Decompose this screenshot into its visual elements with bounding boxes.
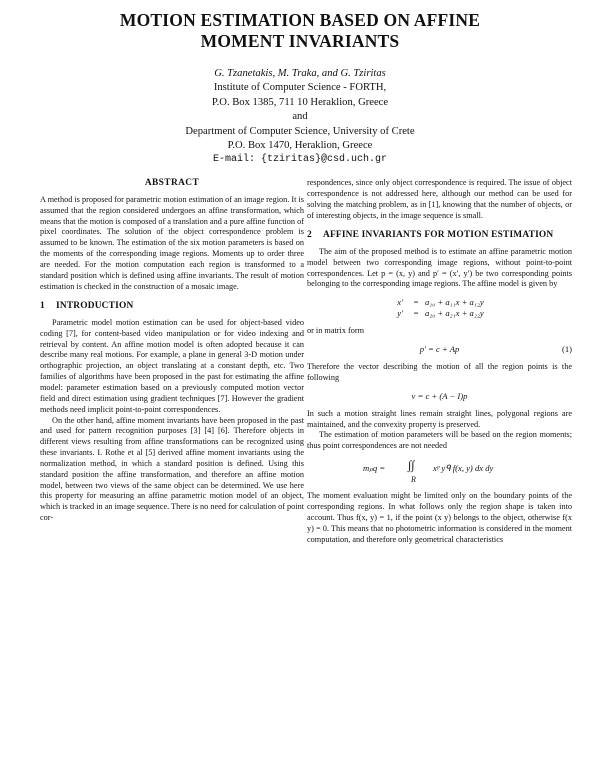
equation-x-row: [367, 297, 572, 308]
equation-x-lhs: x′: [397, 297, 403, 308]
intro-continuation: respondences, since only object correspondence is required. The issue of object correspondence is not addressed here, although our method can be used for solving the matching problem, as in [1], knowing that the number of objects, or of interesting objects, in the image sequence is small.: [307, 178, 572, 220]
right-column: [307, 178, 572, 545]
author-block: [0, 67, 600, 168]
abstract-text: A method is proposed for parametric motion estimation of an image region. It is assumed that the region considered undergoes an affine transformation, which means that the motion is composed of a translation and a pure affine function of pixel coordinates. The solution of the object correspondence problem is assumed to be known. The estimation of the six motion parameters is based on the moments of the corresponding image regions. Moments up to order three are needed. For the motion computation each region is transformed to a standard position which is defined using affine invariants. The result of motion estimation is checked in the construction of a mosaic image.: [40, 194, 304, 291]
affiliation-line-3: and: [292, 111, 308, 123]
affine-model-equations: [367, 297, 572, 319]
equation-y-equals: =: [413, 308, 419, 319]
section-2-number: 2: [307, 230, 312, 241]
intro-section-title: INTRODUCTION: [56, 301, 134, 312]
moment-equation: [363, 459, 572, 485]
moment-equation-lhs: mₚq =: [363, 463, 386, 474]
left-column: [40, 178, 304, 524]
section-2-paragraph-2: Therefore the vector describing the motion of all the region points is the following: [307, 362, 572, 382]
section-2-paragraph-3: In such a motion straight lines remain straight lines, polygonal regions are maintained, and the convexity property is preserved.: [307, 408, 572, 429]
equation-1-body: p′ = c + Ap: [419, 344, 460, 355]
equation-1-number: (1): [561, 344, 572, 355]
intro-paragraph-1: Parametric model motion estimation can be used for object-based video coding [7], for content-based video manipulation or for video indexing and retrieval by content. An affine motion model is often adopted because it can describe many real motions. For example, a plane in general 3-D motion under orthographic projection, an object translating at a constant depth, etc. Two families of algorithms have been proposed in the past for estimating the affine model: parameter estimation based on a previously computed motion vector field and direct estimation using gradient techniques [7]. However the gradient methods need implicit point-to-point correspondences.: [40, 317, 304, 414]
moment-equation-integrand: xᵖ yᑫ f(x, y) dx dy: [433, 463, 494, 474]
equation-2: [307, 391, 572, 402]
section-2-title: AFFINE INVARIANTS FOR MOTION ESTIMATION: [323, 230, 554, 241]
abstract-heading: ABSTRACT: [144, 178, 200, 188]
title-line-2: MOMENT INVARIANTS: [200, 31, 400, 51]
equation-x-equals: =: [413, 297, 419, 308]
intro-paragraph-2: On the other hand, affine moment invariants have been proposed in the past and used for pattern recognition purposes [3] [4] [6]. Therefore objects in different views resulting from affine transformations can be recognized using these invariants. I. Rothe et al [5] derived affine moment invariants using the normalization method, in which a standard position is defined. Using this standard position the affine transformation, and therefore an affine motion model, between two views of the same object can be determined. We use here this property for measuring an affine parametric motion model of an object, which is tracked in an image sequence. There is no need for calculation of point cor-: [40, 415, 304, 523]
section-2-heading: [307, 230, 572, 242]
section-2-paragraph-1: The aim of the proposed method is to estimate an affine parametric motion model between two corresponding image regions, without point-to-point correspondences. Let p = (x, y) and p′ = (x′, y′) be two corresponding points belonging to the corresponding image regions. The affine model is given by: [307, 246, 572, 289]
affiliation-line-4: Department of Computer Science, University of Crete: [185, 125, 415, 137]
intro-section-number: 1: [40, 301, 45, 312]
email-line: E-mail: {tziritas}@csd.uch.gr: [212, 154, 388, 166]
intro-heading: [40, 301, 304, 313]
integration-region-label: R: [411, 475, 416, 485]
affiliation-line-5: P.O. Box 1470, Heraklion, Greece: [227, 140, 373, 152]
equation-1: [307, 344, 572, 355]
affiliation-line-2: P.O. Box 1385, 711 10 Heraklion, Greece: [211, 96, 389, 108]
title-line-1: MOTION ESTIMATION BASED ON AFFINE: [119, 10, 481, 30]
equation-x-rhs: a₁₀ + a₁₁x + a₁₂y: [425, 297, 484, 308]
equation-y-row: [367, 308, 572, 319]
equation-y-rhs: a₂₀ + a₂₁x + a₂₂y: [425, 308, 484, 319]
section-2-paragraph-4: The estimation of motion parameters will be based on the region moments; thus point correspondences are not needed: [307, 430, 572, 451]
affiliation-line-1: Institute of Computer Science - FORTH,: [213, 82, 387, 94]
paper-title: [0, 10, 600, 52]
matrix-form-label: or in matrix form: [307, 326, 365, 336]
author-names: G. Tzanetakis, M. Traka, and G. Tziritas: [214, 68, 386, 79]
equation-y-lhs: y′: [397, 308, 403, 319]
section-2-paragraph-5: The moment evaluation might be limited only on the boundary points of the corresponding regions. In what follows only the region shape is taken into account. Thus f(x, y) = 1, if the point (x y) belongs to the object, otherwise f(x y) = 0. This means that no photometric information is considered in the moment computation, and therefore only geometrical characteristics: [307, 491, 572, 544]
equation-2-body: v = c + (A − I)p: [411, 390, 468, 401]
double-integral-symbol: ∫∫: [408, 458, 415, 473]
